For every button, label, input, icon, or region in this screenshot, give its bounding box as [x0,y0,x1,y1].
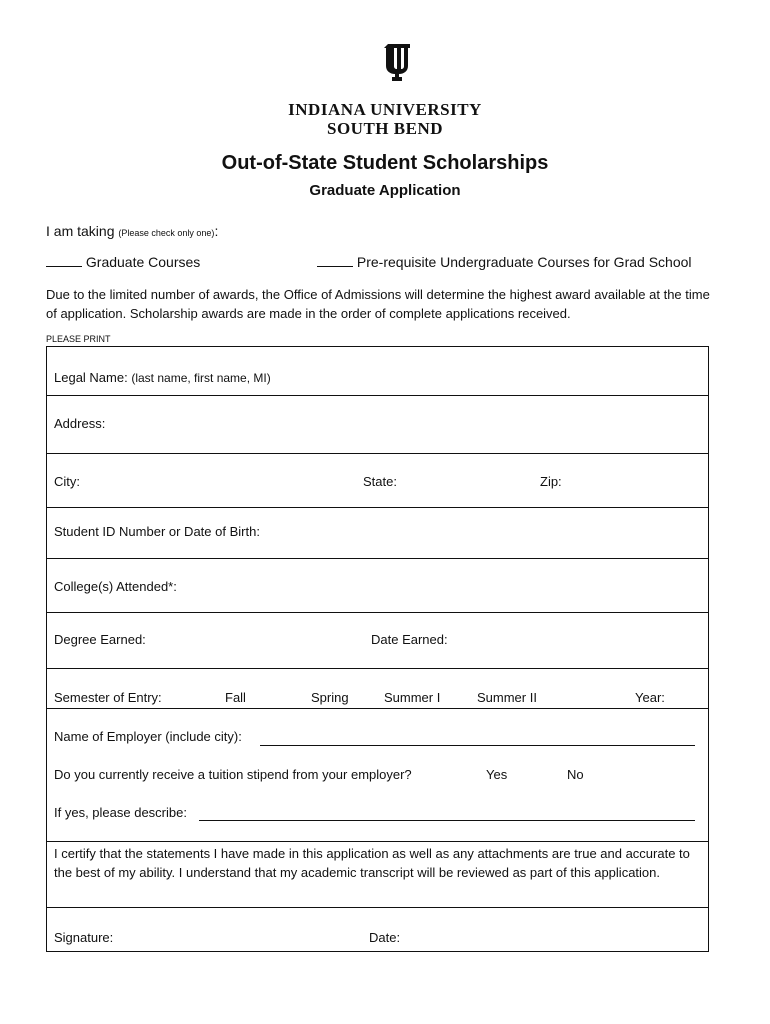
taking-colon: : [214,223,219,239]
stipend-yes-option[interactable]: Yes [486,767,508,782]
divider [47,453,708,454]
legal-name-label: Legal Name: [54,370,128,385]
describe-label: If yes, please describe: [54,805,187,820]
stipend-no-option[interactable]: No [567,767,584,782]
option-prereq-label: Pre-requisite Undergraduate Courses for Grad School [356,254,692,270]
zip-field[interactable]: Zip: [540,474,562,489]
semester-option-summer2[interactable]: Summer II [477,690,537,705]
divider [47,612,708,613]
page-title: Out-of-State Student Scholarships [221,152,549,174]
option-graduate-label: Graduate Courses [85,254,201,270]
divider [47,668,708,669]
prereq-check-line[interactable] [317,266,353,267]
university-name-line1: INDIANA UNIVERSITY [288,100,482,119]
semester-option-fall[interactable]: Fall [225,690,246,705]
taking-note: (Please check only one) [118,228,215,238]
colleges-field[interactable]: College(s) Attended*: [54,579,177,594]
divider [47,708,708,709]
semester-option-summer1[interactable]: Summer I [384,690,441,705]
option-graduate[interactable] [46,254,200,270]
legal-name-field[interactable] [54,370,271,385]
degree-field[interactable]: Degree Earned: [54,632,146,647]
city-field[interactable]: City: [54,474,80,489]
employer-label: Name of Employer (include city): [54,729,242,744]
legal-name-hint: (last name, first name, MI) [131,371,271,385]
university-name-line2: SOUTH BEND [327,119,443,138]
divider [47,558,708,559]
taking-label: I am taking [46,223,115,239]
please-print-label: PLEASE PRINT [46,334,111,344]
taking-prompt [46,223,218,239]
divider [47,841,708,842]
date-earned-field[interactable]: Date Earned: [371,632,448,647]
date-field[interactable]: Date: [369,930,401,945]
semester-label: Semester of Entry: [54,690,162,705]
notice-text: Due to the limited number of awards, the Office of Admissions will determine the highest award available at the time of application. Scholarship awards are made in the order of complete applications received. [46,287,710,321]
state-field[interactable]: State: [363,474,397,489]
divider [47,395,708,396]
iu-trident-logo [383,44,415,84]
semester-option-spring[interactable]: Spring [311,690,349,705]
divider [47,907,708,908]
address-field[interactable]: Address: [54,416,106,431]
describe-input-line[interactable] [199,820,695,821]
certification-text: I certify that the statements I have made in this application as well as any attachments are true and accurate to the best of my ability. I understand that my academic transcript will be reviewed as part of this application. [54,846,690,880]
student-id-field[interactable]: Student ID Number or Date of Birth: [54,524,260,539]
divider [47,507,708,508]
graduate-check-line[interactable] [46,266,82,267]
year-field[interactable]: Year: [635,690,665,705]
signature-field[interactable]: Signature: [54,930,114,945]
application-form [46,346,709,952]
option-prereq[interactable] [317,254,692,270]
stipend-question: Do you currently receive a tuition stipend from your employer? [54,767,412,782]
employer-input-line[interactable] [260,745,695,746]
page-subtitle: Graduate Application [309,182,461,199]
